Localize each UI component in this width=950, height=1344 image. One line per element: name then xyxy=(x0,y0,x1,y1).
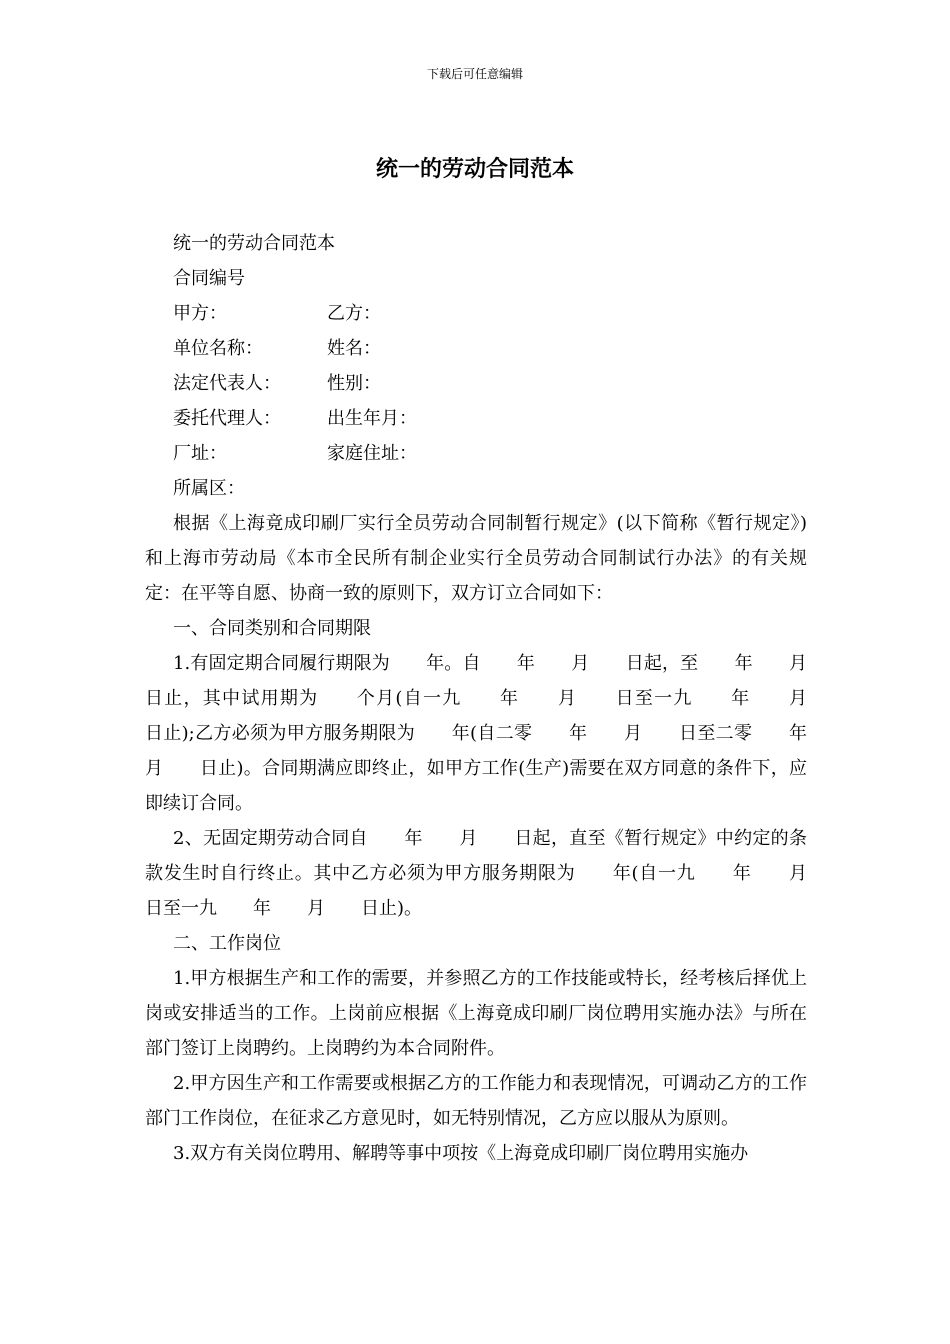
field-unit-name: 单位名称： xyxy=(173,338,263,359)
section-heading-1: 一、合同类别和合同期限 xyxy=(173,618,371,639)
contract-heading-line: 统一的劳动合同范本 xyxy=(173,233,335,254)
section-heading-2: 二、工作岗位 xyxy=(173,933,281,954)
field-row-agent xyxy=(145,401,807,436)
clause-2-1: 1.甲方根据生产和工作的需要，并参照乙方的工作技能或特长，经考核后择优上岗或安排适当的工作。上岗前应根据《上海竟成印刷厂岗位聘用实施办法》与所在部门签订上岗聘约。上岗聘约为本合同附件。 xyxy=(145,968,807,1059)
field-district: 所属区： xyxy=(173,478,245,499)
clause-2-3: 3.双方有关岗位聘用、解聘等事中项按《上海竟成印刷厂岗位聘用实施办 xyxy=(173,1143,749,1164)
field-row-party xyxy=(145,296,807,331)
document-body xyxy=(145,226,843,1171)
intro-paragraph: 根据《上海竟成印刷厂实行全员劳动合同制暂行规定》(以下简称《暂行规定》)和上海市劳动局《本市全民所有制企业实行全员劳动合同制试行办法》的有关规定：在平等自愿、协商一致的原则下，双方订立合同如下： xyxy=(145,513,807,604)
field-home-address: 家庭住址： xyxy=(327,443,417,464)
field-agent: 委托代理人： xyxy=(173,408,281,429)
clause-2-2: 2.甲方因生产和工作需要或根据乙方的工作能力和表现情况，可调动乙方的工作部门工作岗位，在征求乙方意见时，如无特别情况，乙方应以服从为原则。 xyxy=(145,1073,807,1129)
field-party-b: 乙方： xyxy=(327,303,381,324)
clause-1-1: 1.有固定期合同履行期限为 年。自 年 月 日起，至 年 月 日止，其中试用期为 个月(自一九 年 月 日至一九 年 月 日止);乙方必须为甲方服务期限为 年(自二零 年 月 日至二零 年 月 日止)。合同期满应即终止，如甲方工作(生产)需要在双方同意的条件下，应即续订合同。 xyxy=(145,653,843,814)
field-person-name: 姓名： xyxy=(327,338,381,359)
field-row-name xyxy=(145,331,807,366)
field-row-address xyxy=(145,436,807,471)
field-legal-rep: 法定代表人： xyxy=(173,373,281,394)
field-birth: 出生年月： xyxy=(327,408,417,429)
field-party-a: 甲方： xyxy=(173,303,227,324)
field-gender: 性别： xyxy=(327,373,381,394)
contract-number-line: 合同编号 xyxy=(173,268,245,289)
clause-1-2: 2、无固定期劳动合同自 年 月 日起，直至《暂行规定》中约定的条款发生时自行终止。其中乙方必须为甲方服务期限为 年(自一九 年 月 日至一九 年 月 日止)。 xyxy=(145,828,843,919)
document-title: 统一的劳动合同范本 xyxy=(375,156,574,182)
header-note: 下载后可任意编辑 xyxy=(426,67,523,81)
field-row-legal xyxy=(145,366,807,401)
field-factory-address: 厂址： xyxy=(173,443,227,464)
